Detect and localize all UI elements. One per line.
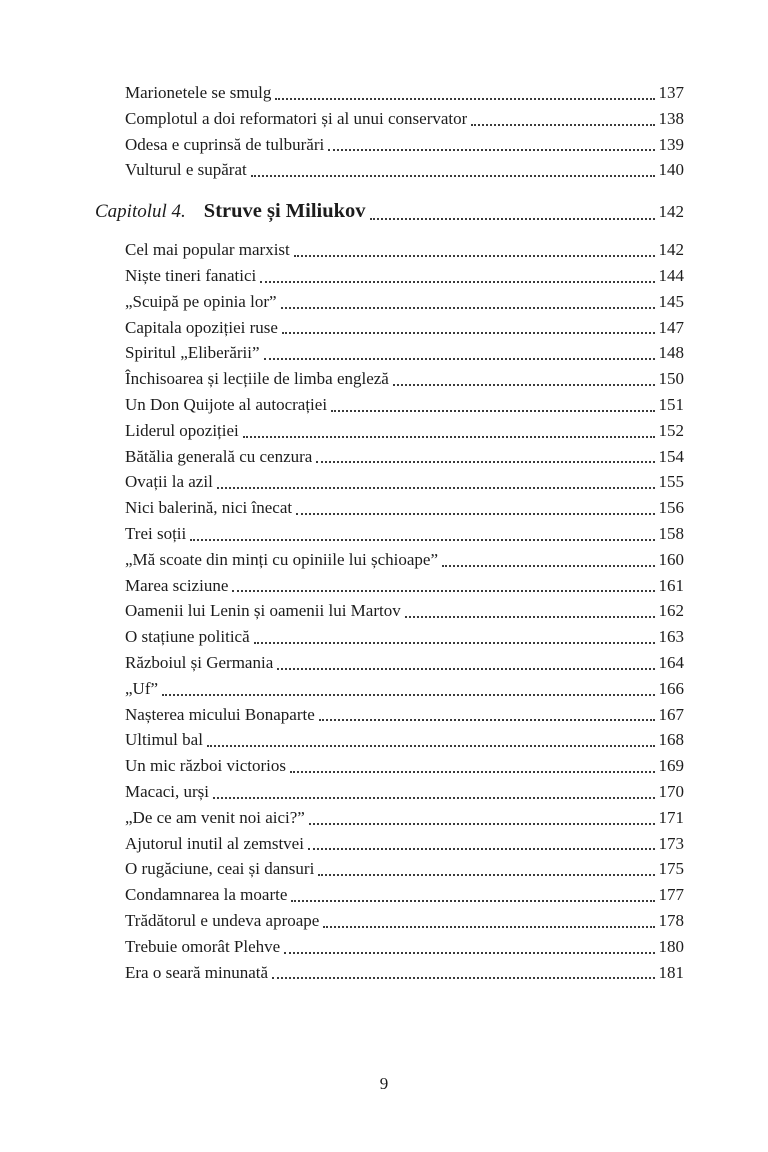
toc-leader-dots [291, 900, 654, 902]
toc-entry [95, 315, 684, 341]
toc-entry-page: 180 [658, 936, 684, 956]
toc-leader-dots [190, 539, 654, 541]
toc-entry-page: 154 [658, 446, 684, 466]
toc-entry [95, 444, 684, 470]
toc-entry [95, 702, 684, 728]
toc-entry-title: Liderul opoziției [125, 420, 239, 440]
toc-entry-title: Trădătorul e undeva aproape [125, 910, 320, 930]
toc-entry-page: 148 [658, 343, 684, 363]
toc-entry-page: 167 [658, 704, 684, 724]
toc-leader-dots [277, 668, 654, 670]
toc-leader-dots [442, 565, 655, 567]
toc-entry [95, 882, 684, 908]
toc-entry-title: Cel mai popular marxist [125, 240, 290, 260]
toc-entry [95, 547, 684, 573]
toc-entry-page: 156 [658, 498, 684, 518]
toc-leader-dots [318, 874, 654, 876]
toc-entry-title: Vulturul e supărat [125, 160, 247, 180]
toc-entry-page: 150 [658, 369, 684, 389]
toc-leader-dots [290, 771, 655, 773]
toc-entry-title: Macaci, urși [125, 781, 210, 801]
toc-entry-title: Închisoarea și lecțiile de limba engleză [125, 369, 389, 389]
toc-entry-page: 177 [658, 885, 684, 905]
toc-entry [95, 469, 684, 495]
toc-entry-title: Un mic război victorios [125, 756, 286, 776]
toc-entry-title: Trei soții [125, 523, 187, 543]
toc-leader-dots [331, 410, 654, 412]
toc-leader-dots [316, 461, 654, 463]
toc-entry-page: 138 [658, 108, 684, 128]
toc-leader-dots [217, 487, 655, 489]
toc-entry-page: 178 [658, 910, 684, 930]
toc-entry-title: Complotul a doi reformatori și al unui conservator [125, 108, 468, 128]
chapter-heading-row [95, 196, 684, 227]
toc-entry [95, 960, 684, 986]
toc-leader-dots [281, 307, 655, 309]
toc-entry [95, 366, 684, 392]
toc-entry-page: 158 [658, 523, 684, 543]
toc-entry-title: O stațiune politică [125, 627, 250, 647]
toc-entry-page: 170 [658, 781, 684, 801]
toc-entry-title: Bătălia generală cu cenzura [125, 446, 313, 466]
toc-chapter-entries [95, 237, 684, 985]
toc-leader-dots [282, 332, 655, 334]
toc-entry [95, 573, 684, 599]
toc-entry [95, 598, 684, 624]
toc-entry [95, 727, 684, 753]
toc-entry-title: Nici balerină, nici înecat [125, 498, 293, 518]
toc-entry [95, 340, 684, 366]
toc-entry-title: Oamenii lui Lenin și oamenii lui Martov [125, 601, 401, 621]
toc-entry-title: Niște tineri fanatici [125, 265, 257, 285]
toc-entry-page: 160 [658, 549, 684, 569]
toc-entry-title: „De ce am venit noi aici?” [125, 807, 305, 827]
toc-entry-page: 166 [658, 678, 684, 698]
toc-pre-chapter-entries [95, 80, 684, 183]
toc-entry [95, 80, 684, 106]
toc-entry [95, 263, 684, 289]
toc-entry-title: Capitala opoziției ruse [125, 317, 278, 337]
toc-entry [95, 289, 684, 315]
toc-entry [95, 237, 684, 263]
toc-entry-title: Condamnarea la moarte [125, 885, 288, 905]
toc-entry-title: Trebuie omorât Plehve [125, 936, 281, 956]
toc-entry [95, 805, 684, 831]
toc-entry-title: O rugăciune, ceai și dansuri [125, 859, 315, 879]
toc-entry-page: 152 [658, 420, 684, 440]
toc-entry [95, 676, 684, 702]
toc-entry-title: „Scuipă pe opinia lor” [125, 291, 277, 311]
toc-entry-page: 175 [658, 859, 684, 879]
toc-entry-title: Ajutorul inutil al zemstvei [125, 833, 304, 853]
toc-entry-page: 171 [658, 807, 684, 827]
toc-leader-dots [393, 384, 655, 386]
toc-entry [95, 831, 684, 857]
toc-leader-dots [284, 952, 654, 954]
toc-leader-dots [264, 358, 655, 360]
toc-entry-title: Ovații la azil [125, 472, 213, 492]
toc-entry-title: Marea sciziune [125, 575, 229, 595]
toc-leader-dots [405, 616, 655, 618]
toc-entry-page: 137 [658, 83, 684, 102]
toc-entry-page: 144 [658, 265, 684, 285]
toc-entry-page: 163 [658, 627, 684, 647]
toc-entry-title: Marionetele se smulg [125, 83, 272, 102]
toc-entry [95, 753, 684, 779]
toc-leader-dots [162, 694, 654, 696]
toc-leader-dots [323, 926, 654, 928]
toc-entry [95, 624, 684, 650]
toc-entry-page: 151 [658, 394, 684, 414]
toc-entry-page: 142 [658, 240, 684, 260]
toc-entry-title: „Mă scoate din minți cu opiniile lui șchioape” [125, 549, 438, 569]
toc-leader-dots [370, 218, 655, 220]
table-of-contents [95, 80, 684, 985]
toc-entry-title: Războiul și Germania [125, 652, 274, 672]
toc-entry-title: Spiritul „Eliberării” [125, 343, 260, 363]
toc-entry [95, 132, 684, 158]
toc-entry-page: 145 [658, 291, 684, 311]
toc-entry-page: 168 [658, 730, 684, 750]
toc-leader-dots [296, 513, 654, 515]
toc-leader-dots [294, 255, 655, 257]
toc-entry-title: Nașterea micului Bonaparte [125, 704, 315, 724]
toc-leader-dots [275, 98, 654, 100]
toc-entry-title: Un Don Quijote al autocrației [125, 394, 328, 414]
toc-leader-dots [308, 848, 655, 850]
toc-entry-page: 181 [658, 962, 684, 982]
toc-entry-page: 161 [658, 575, 684, 595]
toc-entry-title: „Uf” [125, 678, 159, 698]
toc-entry [95, 521, 684, 547]
toc-leader-dots [272, 977, 654, 979]
toc-entry [95, 495, 684, 521]
toc-entry [95, 650, 684, 676]
toc-leader-dots [251, 175, 655, 177]
toc-entry [95, 856, 684, 882]
toc-entry [95, 157, 684, 183]
toc-leader-dots [328, 149, 654, 151]
toc-leader-dots [471, 124, 654, 126]
toc-entry-page: 169 [658, 756, 684, 776]
toc-leader-dots [213, 797, 654, 799]
toc-entry-page: 173 [658, 833, 684, 853]
chapter-label: Capitolul 4. [95, 201, 186, 223]
toc-leader-dots [254, 642, 655, 644]
toc-entry-page: 139 [658, 134, 684, 154]
toc-entry [95, 392, 684, 418]
page-number: 9 [379, 1074, 389, 1093]
toc-leader-dots [232, 590, 654, 592]
toc-entry-title: Odesa e cuprinsă de tulburări [125, 134, 325, 154]
toc-leader-dots [319, 719, 655, 721]
toc-entry [95, 908, 684, 934]
toc-entry-page: 140 [658, 160, 684, 180]
toc-entry-page: 162 [658, 601, 684, 621]
toc-leader-dots [207, 745, 655, 747]
toc-entry-title: Era o seară minunată [125, 962, 269, 982]
toc-entry [95, 418, 684, 444]
toc-entry [95, 106, 684, 132]
toc-leader-dots [309, 823, 655, 825]
toc-entry [95, 779, 684, 805]
toc-entry-title: Ultimul bal [125, 730, 203, 750]
chapter-title: Struve și Miliukov [203, 200, 366, 223]
toc-entry-page: 147 [658, 317, 684, 337]
toc-entry-page: 155 [658, 472, 684, 492]
toc-entry-page: 164 [658, 652, 684, 672]
toc-entry [95, 934, 684, 960]
toc-leader-dots [260, 281, 654, 283]
toc-leader-dots [243, 436, 655, 438]
chapter-page-number: 142 [658, 202, 684, 222]
